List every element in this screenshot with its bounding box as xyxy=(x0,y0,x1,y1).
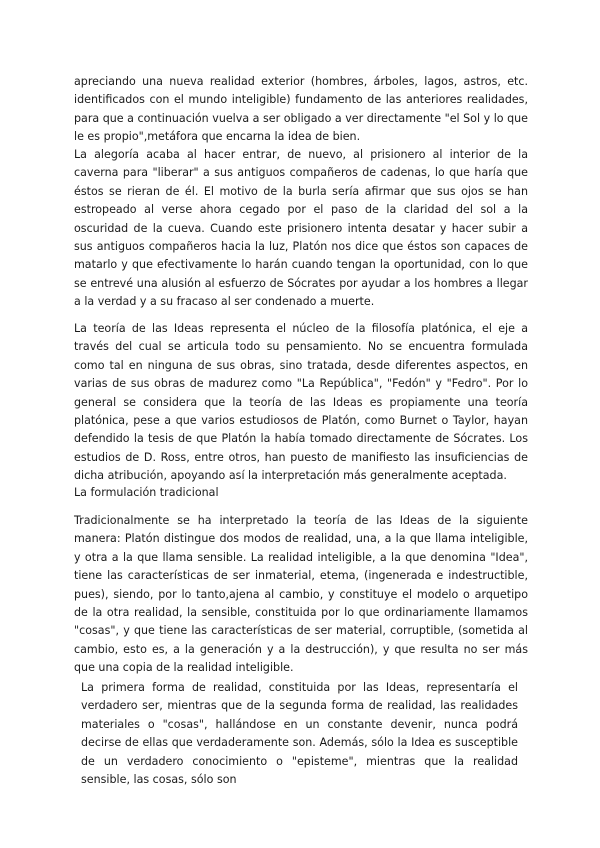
paragraph-traditional-formulation: Tradicionalmente se ha interpretado la teoría de las Ideas de la siguiente manera: Platón distingue dos modos de realidad, una, a la que llama inteligible, y otra a la que llama sensible. La realidad inteligible, a la que denomina "Idea", tiene las características de ser inmaterial, etema, (ingenerada e indestructible, pues), siendo, por lo tanto,ajena al cambio, y constituye el modelo o arquetipo de la otra realidad, la sensible, constituida por lo que ordinariamente llamamos "cosas", y que tiene las características de ser material, corruptible, (sometida al cambio, esto es, a la generación y a la destrucción), y que resulta no ser más que una copia de la realidad inteligible. xyxy=(74,514,528,675)
paragraph-cave-exterior: apreciando una nueva realidad exterior (hombres, árboles, lagos, astros, etc. identificados con el mundo inteligible) fundamento de las anteriores realidades, para que a continuación vuelva a ser obligado a ver directamente "el Sol y lo que le es propio",metáfora que encarna la idea de bien. xyxy=(74,75,528,144)
paragraph-allegory-ending: La alegoría acaba al hacer entrar, de nuevo, al prisionero al interior de la caverna para "liberar" a sus antiguos compañeros de cadenas, lo que haría que éstos se rieran de él. El motivo de la burla sería afirmar que sus ojos se han estropeado al verse ahora cegado por el paso de la claridad del sol a la oscuridad de la cueva. Cuando este prisionero intenta desatar y hacer subir a sus antiguos compañeros hacia la luz, Platón nos dice que éstos son capaces de matarlo y que efectivamente lo harán cuando tengan la oportunidad, con lo que se entrevé una alusión al esfuerzo de Sócrates por ayudar a los hombres a llegar a la verdad y a su fracaso al ser condenado a muerte. xyxy=(74,148,528,309)
section-heading: La formulación tradicional xyxy=(74,486,219,499)
paragraph-first-form-of-reality: La primera forma de realidad, constituida por las Ideas, representaría el verdadero ser, mientras que de la segunda forma de realidad, las realidades materiales o "cosas", hallándose en un constante devenir, nunca podrá decirse de ellas que verdaderamente son. Además, sólo la Idea es susceptible de un verdadero conocimiento o "episteme", mientras que la realidad sensible, las cosas, sólo son xyxy=(81,681,518,787)
paragraph-theory-of-ideas: La teoría de las Ideas representa el núcleo de la filosofía platónica, el eje a través del cual se articula todo su pensamiento. No se encuentra formulada como tal en ninguna de sus obras, sino tratada, desde diferentes aspectos, en varias de sus obras de madurez como "La República", "Fedón" y "Fedro". Por lo general se considera que la teoría de las Ideas es propiamente una teoría platónica, pese a que varios estudiosos de Platón, como Burnet o Taylor, hayan defendido la tesis de que Platón la había tomado directamente de Sócrates. Los estudios de D. Ross, entre otros, han puesto de manifiesto las insuficiencias de dicha atribución, apoyando así la interpretación más generalmente aceptada. xyxy=(74,322,528,483)
